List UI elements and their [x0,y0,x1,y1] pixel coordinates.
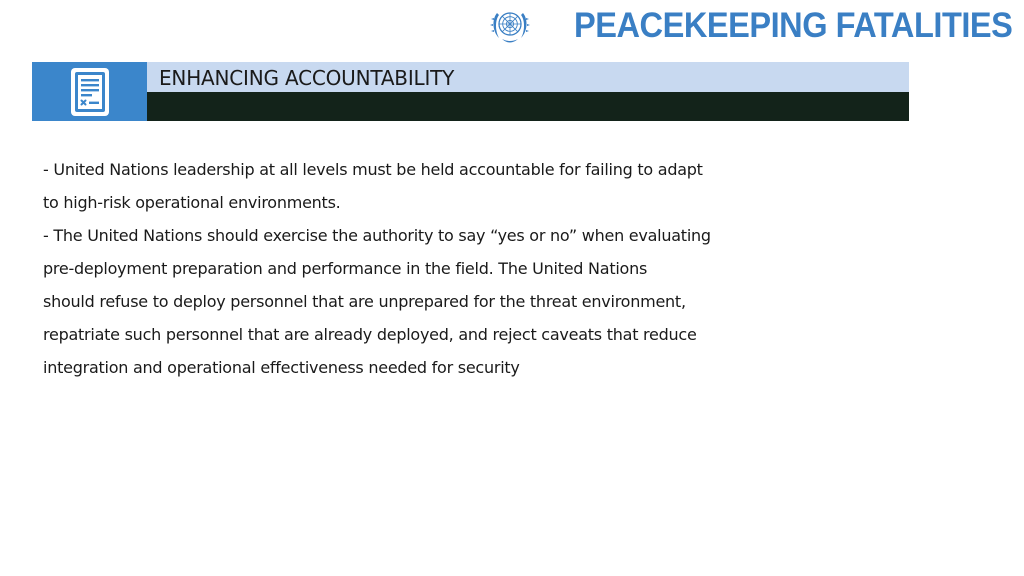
section-title: ENHANCING ACCOUNTABILITY [159,66,455,90]
body-line: - United Nations leadership at all levels must be held accountable for failing to adapt [43,160,703,179]
body-line: - The United Nations should exercise the authority to say “yes or no” when evaluating [43,226,711,245]
body-text [43,153,743,384]
document-icon [69,66,111,118]
header-brand [487,4,1012,48]
section-icon-box [32,62,147,121]
page-title: PEACEKEEPING FATALITIES [573,6,1012,45]
body-line: pre-deployment preparation and performance in the field. The United Nations [43,259,648,278]
section-banner [32,62,909,121]
body-line: to high-risk operational environments. [43,193,341,212]
section-title-bar [147,62,909,92]
body-line: repatriate such personnel that are already deployed, and reject caveats that reduce [43,325,697,344]
section-accent-bar [147,92,909,121]
un-emblem-icon [487,4,533,48]
body-line: should refuse to deploy personnel that are unprepared for the threat environment, [43,292,686,311]
body-line: integration and operational effectiveness needed for security [43,358,520,377]
